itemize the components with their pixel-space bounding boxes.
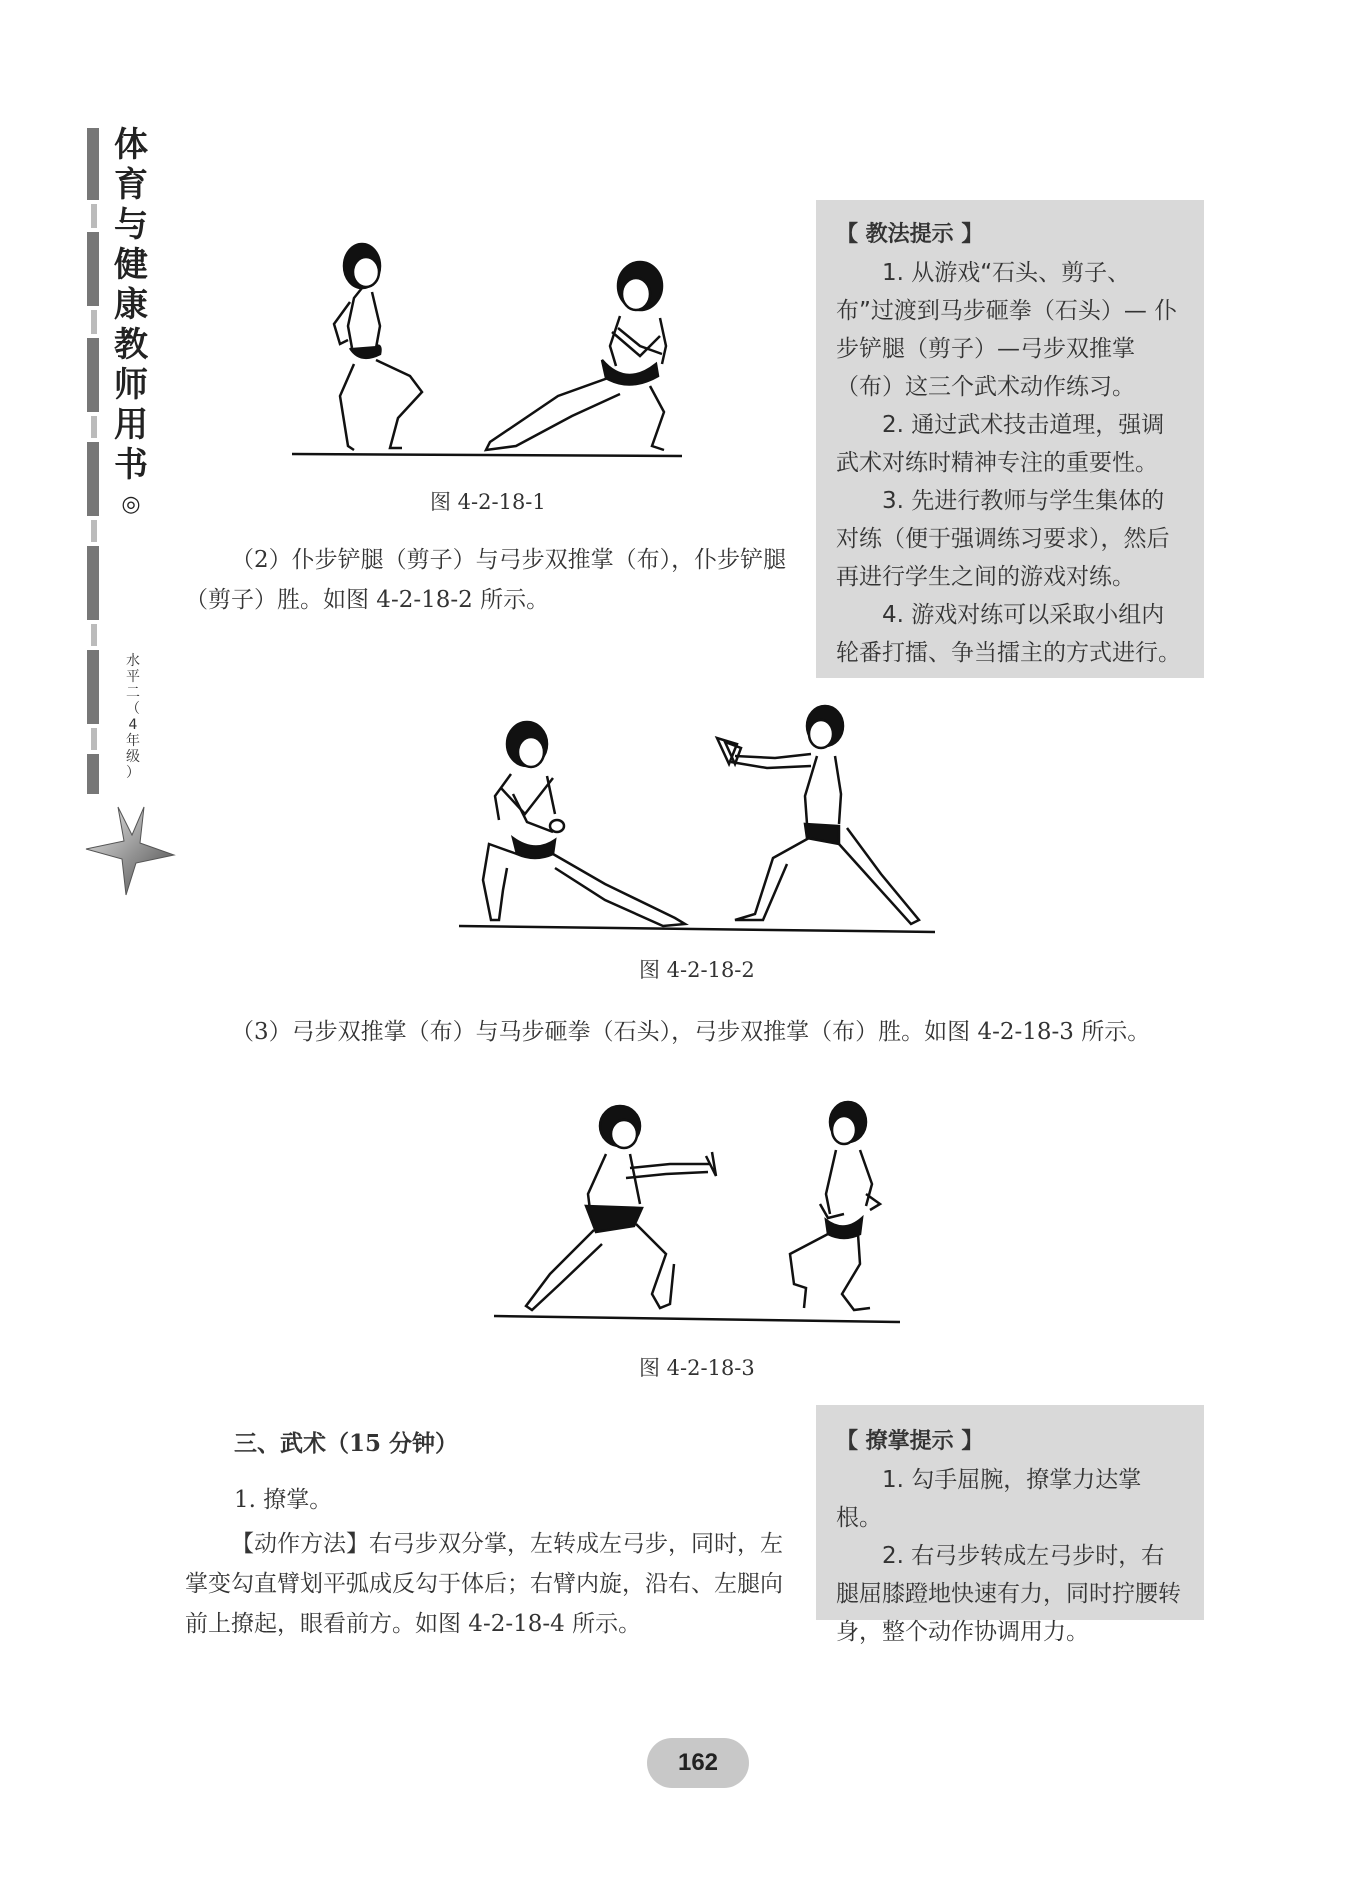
palm-tip: 2. 右弓步转成左弓步时，右腿屈膝蹬地快速有力，同时拧腰转身，整个动作协调用力。: [836, 1543, 1181, 1645]
palm-tips-box: [816, 1405, 1204, 1645]
teaching-tips-box: [816, 200, 1204, 678]
teaching-tip: 2. 通过武术技击道理，强调武术对练时精神专注的重要性。: [836, 412, 1165, 476]
book-title-char: 书: [114, 445, 148, 485]
method-paragraph: [185, 1524, 795, 1644]
book-title-char: 师: [114, 365, 148, 405]
paragraph-text: （3）弓步双推掌（布）与马步砸拳（石头），弓步双推掌（布）胜。如图 4-2-18-3 所示。: [231, 1019, 1151, 1045]
teaching-tip: 3. 先进行教师与学生集体的对练（便于强调练习要求），然后再进行学生之间的游戏对练。: [836, 488, 1170, 590]
palm-tip: 1. 勾手屈腕，撩掌力达掌根。: [836, 1467, 1142, 1531]
level-char: 水: [126, 653, 140, 669]
palm-tips-header: 【 撩掌提示 】: [836, 1429, 984, 1454]
figure-caption: 图 4-2-18-2: [639, 958, 755, 982]
book-title-char: 用: [114, 405, 148, 445]
figure-4-2-18-3: [490, 1094, 910, 1334]
paragraph-3: [185, 1012, 1205, 1052]
level-char: 4: [128, 717, 138, 733]
book-title-char: ◎: [121, 492, 141, 517]
figure-4-2-18-2: [455, 704, 945, 944]
book-title-char: 教: [114, 325, 148, 365]
level-char: ）: [126, 765, 140, 781]
book-title-char: 与: [114, 205, 148, 245]
section-heading: 三、武术（15 分钟）: [234, 1430, 459, 1457]
level-char: 平: [126, 669, 140, 685]
level-char: （: [126, 701, 140, 717]
book-title-char: 体: [114, 125, 148, 165]
page-number: 162: [647, 1738, 749, 1788]
level-char: 级: [126, 749, 140, 765]
paragraph-text: 【动作方法】右弓步双分掌，左转成左弓步，同时，左掌变勾直臂划平弧成反勾于体后；右臂内旋，沿右、左腿向前上撩起，眼看前方。如图 4-2-18-4 所示。: [185, 1531, 783, 1637]
book-title-char: 康: [114, 285, 148, 325]
teaching-tip: 1. 从游戏“石头、剪子、布”过渡到马步砸拳（石头）— 仆步铲腿（剪子）—弓步双推掌（布）这三个武术动作练习。: [836, 260, 1178, 400]
paragraph-text: （2）仆步铲腿（剪子）与弓步双推掌（布），仆步铲腿（剪子）胜。如图 4-2-18-2 所示。: [185, 547, 787, 613]
list-item: 1. 撩掌。: [234, 1487, 333, 1513]
book-title-char: 健: [114, 245, 148, 285]
figure-4-2-18-1: [290, 236, 690, 466]
figure-caption: 图 4-2-18-3: [639, 1356, 755, 1380]
figure-caption: 图 4-2-18-1: [430, 490, 546, 514]
teaching-tip: 4. 游戏对练可以采取小组内轮番打擂、争当擂主的方式进行。: [836, 602, 1181, 666]
star-icon: [84, 805, 176, 897]
book-title: [111, 125, 151, 525]
teaching-tips-header: 【 教法提示 】: [836, 222, 984, 247]
grade-level: [123, 653, 143, 781]
book-title-char: 育: [114, 165, 148, 205]
level-char: 年: [126, 733, 140, 749]
paragraph-2: [185, 540, 795, 620]
level-char: 二: [126, 685, 140, 701]
